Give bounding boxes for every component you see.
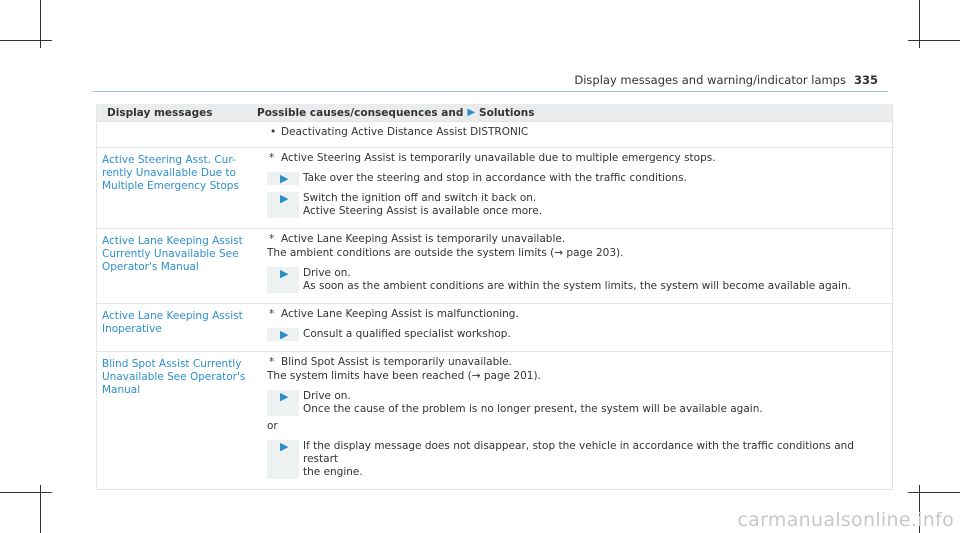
display-message-line: Active Steering Asst. Cur- (102, 154, 236, 166)
solutions-cell (257, 352, 892, 489)
table-row (97, 303, 892, 351)
solution-line: As soon as the ambient conditions are within the system limits, the system will become available again. (303, 280, 851, 292)
display-message (97, 352, 257, 489)
solution-line: Once the cause of the problem is no longer present, the system will be available again. (303, 403, 763, 415)
play-arrow-icon: ▶ (267, 390, 299, 416)
play-arrow-icon: ▶ (267, 328, 299, 341)
header-divider (92, 91, 888, 92)
condition-text (267, 356, 884, 369)
solution-step (267, 192, 884, 218)
solution-text (299, 192, 542, 218)
display-message (97, 304, 257, 351)
bullet-item: • Deactivating Active Distance Assist DISTRONIC (267, 126, 884, 139)
condition-label: Active Lane Keeping Assist is temporarily unavailable. (281, 233, 566, 245)
display-message-line: Multiple Emergency Stops (102, 180, 239, 192)
table-row (97, 228, 892, 303)
solutions-cell (257, 122, 892, 147)
col-header-solutions-label: Solutions (479, 106, 535, 119)
display-message (97, 148, 257, 228)
display-message-line: Operator's Manual (102, 261, 199, 273)
display-message-line: Blind Spot Assist Currently (102, 358, 242, 370)
solution-step (267, 267, 884, 293)
solution-step (267, 328, 884, 341)
display-message-line: Currently Unavailable See (102, 248, 239, 260)
solutions-cell (257, 229, 892, 303)
play-arrow-icon: ▶ (467, 107, 476, 118)
display-message-line: Inoperative (102, 323, 162, 335)
condition-label: Active Lane Keeping Assist is malfunctioning. (281, 308, 519, 320)
solution-line: Active Steering Assist is available once more. (303, 205, 543, 217)
condition-text (267, 308, 884, 321)
condition-text (267, 233, 884, 246)
or-separator: or (267, 420, 278, 432)
watermark: carmanualsonline.info (737, 509, 954, 531)
solution-line: Take over the steering and stop in accordance with the traffic conditions. (303, 172, 687, 184)
solution-text (299, 172, 687, 185)
section-title: Display messages and warning/indicator lamps (574, 73, 846, 87)
condition-label: Blind Spot Assist is temporarily unavailable. (281, 356, 512, 368)
display-message-line: Active Lane Keeping Assist (102, 235, 243, 247)
display-message-line: Unavailable See Operator's (102, 371, 246, 383)
display-message (97, 122, 257, 147)
solution-step (267, 440, 884, 479)
page-header (574, 73, 878, 87)
asterisk-marker: * (269, 308, 275, 320)
solution-text (299, 440, 884, 479)
table-row (97, 147, 892, 228)
solution-step (267, 172, 884, 185)
solution-line: the engine. (303, 466, 363, 478)
info-text: The ambient conditions are outside the system limits (→ page 203). (267, 247, 624, 259)
display-message-line: Manual (102, 384, 141, 396)
solution-line: If the display message does not disappear, stop the vehicle in accordance with the traffic conditions and restart (303, 440, 854, 465)
solution-step (267, 390, 884, 416)
asterisk-marker: * (269, 356, 275, 368)
table-row (97, 351, 892, 489)
solutions-cell (257, 148, 892, 228)
solution-line: Consult a qualified specialist workshop. (303, 328, 511, 340)
col-header-solutions (257, 107, 534, 119)
asterisk-marker: * (269, 152, 275, 164)
page-number: 335 (853, 73, 878, 87)
col-header-messages: Display messages (107, 106, 213, 119)
table-body (97, 121, 892, 489)
play-arrow-icon: ▶ (267, 172, 299, 185)
asterisk-marker: * (269, 233, 275, 245)
display-message-line: Active Lane Keeping Assist (102, 310, 243, 322)
solution-line: Switch the ignition off and switch it back on. (303, 192, 537, 204)
solutions-cell (257, 304, 892, 351)
display-message (97, 229, 257, 303)
messages-table (96, 104, 893, 490)
condition-label: Active Steering Assist is temporarily unavailable due to multiple emergency stops. (281, 152, 716, 164)
info-text: The system limits have been reached (→ page 201). (267, 370, 541, 382)
table-row (97, 121, 892, 147)
solution-text (299, 390, 763, 416)
solution-line: Drive on. (303, 267, 351, 279)
play-arrow-icon: ▶ (267, 267, 299, 293)
condition-text (267, 152, 884, 165)
solution-text (299, 267, 851, 293)
col-header-causes: Possible causes/consequences and (257, 106, 464, 119)
solution-text (299, 328, 511, 341)
solution-line: Drive on. (303, 390, 351, 402)
play-arrow-icon: ▶ (267, 192, 299, 218)
display-message-line: rently Unavailable Due to (102, 167, 236, 179)
table-header (97, 104, 892, 121)
play-arrow-icon: ▶ (267, 440, 299, 479)
